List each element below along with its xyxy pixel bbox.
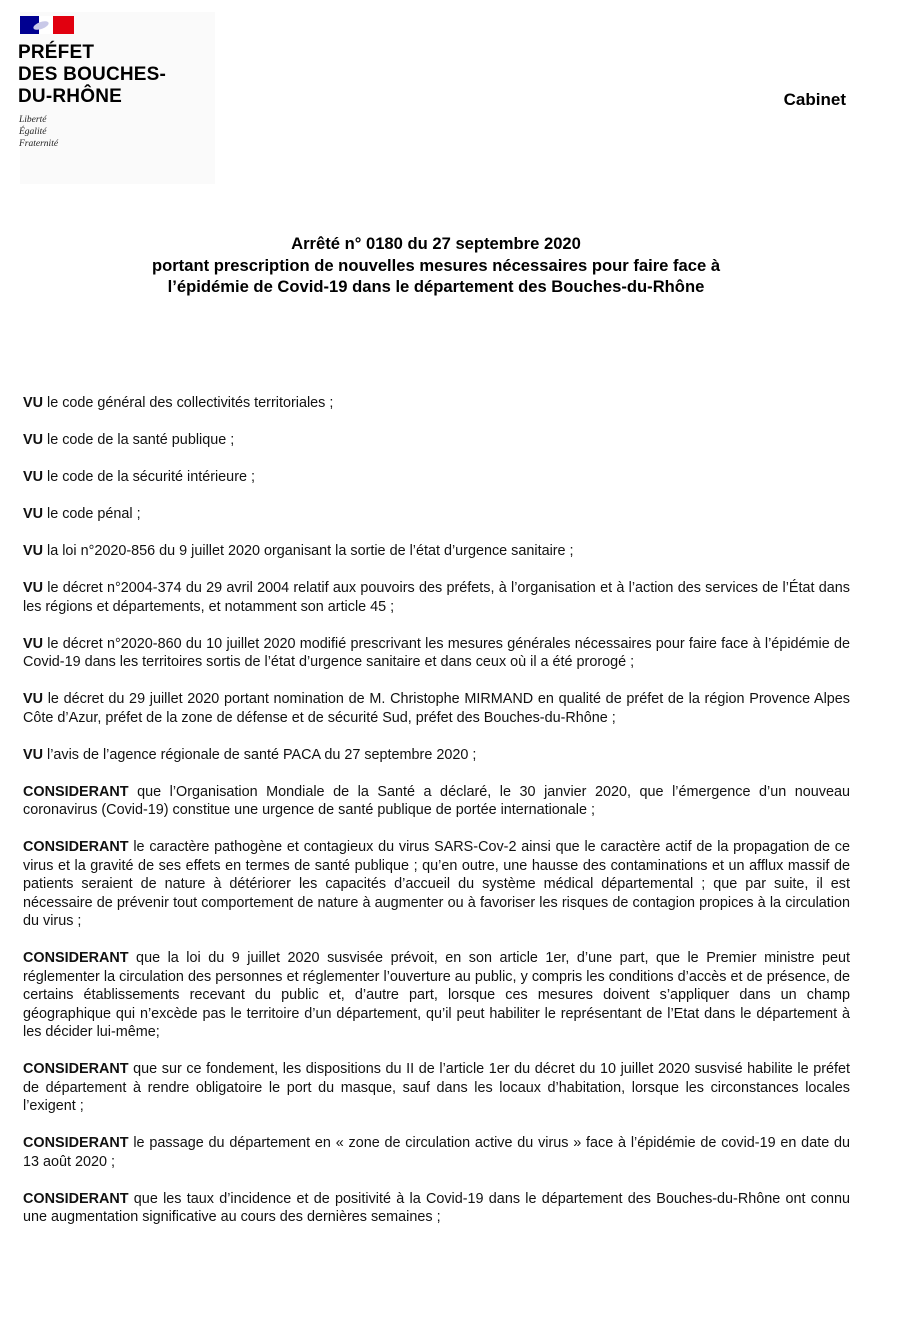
- paragraph-text: le code de la santé publique ;: [43, 432, 235, 448]
- paragraph-keyword: CONSIDERANT: [23, 950, 129, 966]
- paragraph-keyword: VU: [23, 691, 43, 707]
- flag-red-band: [53, 16, 74, 34]
- paragraph-keyword: VU: [23, 432, 43, 448]
- document-body: [23, 394, 850, 1245]
- paragraph-vu-code-penal: [23, 505, 850, 524]
- paragraph-text: le caractère pathogène et contagieux du virus SARS-Cov-2 ainsi que le caractère actif de la propagation de ce virus et la gravité de ses effets en termes de santé publique ; qu’en outre, une hausse des contaminations et un afflux massif de patients seraient de nature à détériorer les capacités d’accueil du système médical départemental ; que par suite, il est nécessaire de prévenir tout comportement de nature à augmenter ou à favoriser les risques de contagion propices à la circulation du virus ;: [23, 839, 850, 929]
- paragraph-keyword: CONSIDERANT: [23, 1135, 129, 1151]
- paragraph-vu-avis-ars: [23, 746, 850, 765]
- paragraph-considerant-fondement: [23, 1060, 850, 1116]
- paragraph-considerant-loi: [23, 949, 850, 1042]
- prefecture-name: PRÉFET DES BOUCHES- DU-RHÔNE: [18, 42, 167, 107]
- republic-motto: Liberté Égalité Fraternité: [19, 115, 59, 149]
- paragraph-text: le décret n°2004-374 du 29 avril 2004 relatif aux pouvoirs des préfets, à l’organisation et à l’action des services de l’État dans les régions et départements, et notamment son article 45 ;: [23, 580, 850, 615]
- paragraph-text: le décret du 29 juillet 2020 portant nomination de M. Christophe MIRMAND en qualité de préfet de la région Provence Alpes Côte d’Azur, préfet de la zone de défense et de sécurité Sud, préfet des Bouches-du-Rhône ;: [23, 691, 850, 726]
- paragraph-text: que la loi du 9 juillet 2020 susvisée prévoit, en son article 1er, d’une part, que le Premier ministre peut réglementer la circulation des personnes et réglementer l’ouverture au public, y compris les conditions d’accès et de présence, de certains établissements recevant du public et, d’autre part, lorsque ces mesures doivent s’appliquer dans un champ géographique qui n’excède pas le territoire d’un département, qu’il peut habiliter le représentant de l’Etat dans le département à les décider lui-même;: [23, 950, 850, 1040]
- paragraph-vu-csi: [23, 468, 850, 487]
- paragraph-text: la loi n°2020-856 du 9 juillet 2020 organisant la sortie de l’état d’urgence sanitaire ;: [43, 543, 574, 559]
- paragraph-keyword: CONSIDERANT: [23, 1061, 129, 1077]
- paragraph-vu-decret-2020: [23, 635, 850, 672]
- paragraph-text: que les taux d’incidence et de positivité à la Covid-19 dans le département des Bouches-du-Rhône ont connu une augmentation significative au cours des dernières semaines ;: [23, 1190, 850, 1225]
- paragraph-text: que l’Organisation Mondiale de la Santé a déclaré, le 30 janvier 2020, que l’émergence d’un nouveau coronavirus (Covid-19) constitue une urgence de santé publique de portée internationale ;: [23, 783, 850, 818]
- paragraph-keyword: CONSIDERANT: [23, 1190, 129, 1207]
- paragraph-considerant-zone: [23, 1134, 850, 1171]
- paragraph-text: le passage du département en « zone de circulation active du virus » face à l’épidémie de covid-19 en date du 13 août 2020 ;: [23, 1135, 850, 1170]
- paragraph-vu-loi: [23, 542, 850, 561]
- flag-white-band: [39, 16, 53, 34]
- paragraph-vu-csp: [23, 431, 850, 450]
- paragraph-keyword: VU: [23, 506, 43, 522]
- paragraph-text: le code pénal ;: [43, 506, 141, 522]
- paragraph-vu-decret-2004: [23, 579, 850, 616]
- paragraph-keyword: VU: [23, 580, 43, 596]
- marianne-logo: [20, 16, 74, 34]
- paragraph-vu-cgct: [23, 394, 850, 413]
- paragraph-keyword: VU: [23, 469, 43, 485]
- paragraph-keyword: VU: [23, 395, 43, 411]
- title-line-2: portant prescription de nouvelles mesures nécessaires pour faire face à: [151, 255, 721, 275]
- service-name: Cabinet: [783, 90, 846, 109]
- title-line-1: Arrêté n° 0180 du 27 septembre 2020: [291, 234, 581, 253]
- paragraph-text: le décret n°2020-860 du 10 juillet 2020 modifié prescrivant les mesures générales nécessaires pour faire face à l’épidémie de Covid-19 dans les territoires sortis de l’état d’urgence sanitaire et dans ceux où il a été prorogé ;: [23, 635, 850, 670]
- paragraph-keyword: CONSIDERANT: [23, 839, 129, 855]
- paragraph-text: le code général des collectivités territoriales ;: [43, 395, 334, 411]
- paragraph-considerant-pathogene: [23, 838, 850, 931]
- paragraph-considerant-oms: [23, 783, 850, 820]
- paragraph-vu-nomination: [23, 690, 850, 727]
- title-line-3: l’épidémie de Covid-19 dans le département des Bouches-du-Rhône: [167, 277, 705, 296]
- paragraph-text: le code de la sécurité intérieure ;: [43, 469, 255, 485]
- paragraph-keyword: VU: [23, 635, 43, 652]
- paragraph-text: l’avis de l’agence régionale de santé PACA du 27 septembre 2020 ;: [43, 746, 477, 763]
- paragraph-keyword: VU: [23, 746, 43, 763]
- document-title: [80, 233, 792, 298]
- paragraph-keyword: VU: [23, 543, 43, 559]
- paragraph-considerant-taux: [23, 1190, 850, 1227]
- paragraph-text: que sur ce fondement, les dispositions du II de l’article 1er du décret du 10 juillet 2020 susvisé habilite le préfet de département à rendre obligatoire le port du masque, sauf dans les locaux d’habitation, lorsque les circonstances locales l’exigent ;: [23, 1061, 850, 1114]
- paragraph-keyword: CONSIDERANT: [23, 783, 129, 800]
